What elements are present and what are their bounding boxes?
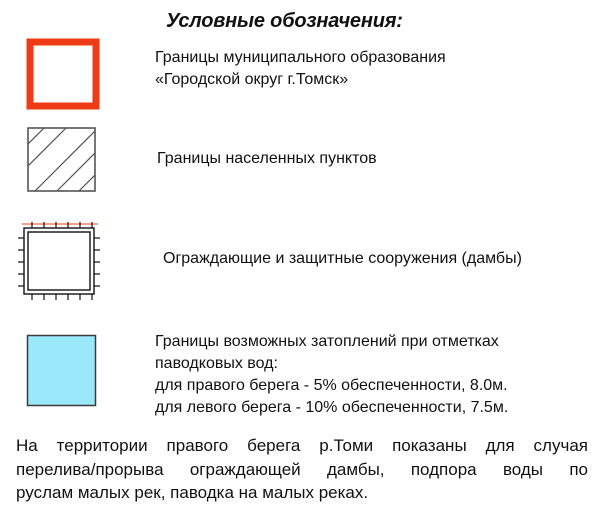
dam-structure-symbol <box>14 216 104 306</box>
footnote: На территории правого берега р.Томи показаны для случая перелива/прорыва ограждающей дамбы, подпора воды по руслам малых рек, паводка на малых реках. <box>16 436 588 502</box>
flood-zone-symbol <box>26 334 98 408</box>
municipal-boundary-symbol <box>26 38 100 110</box>
legend-title: Условные обозначения: <box>166 10 403 32</box>
legend-label-flood-zones: Границы возможных затоплений при отметках паводковых вод: для правого берега - 5% обеспеченности, 8.0м. для левого берега - 10% обеспеченности, 7.5м. <box>155 333 509 416</box>
settlement-boundary-symbol <box>26 126 98 194</box>
legend-label-settlements: Границы населенных пунктов <box>157 150 377 167</box>
legend-label-municipal: Границы муниципального образования «Городской округ г.Томск» <box>155 49 446 88</box>
legend-label-dams: Ограждающие и защитные сооружения (дамбы) <box>163 250 522 267</box>
